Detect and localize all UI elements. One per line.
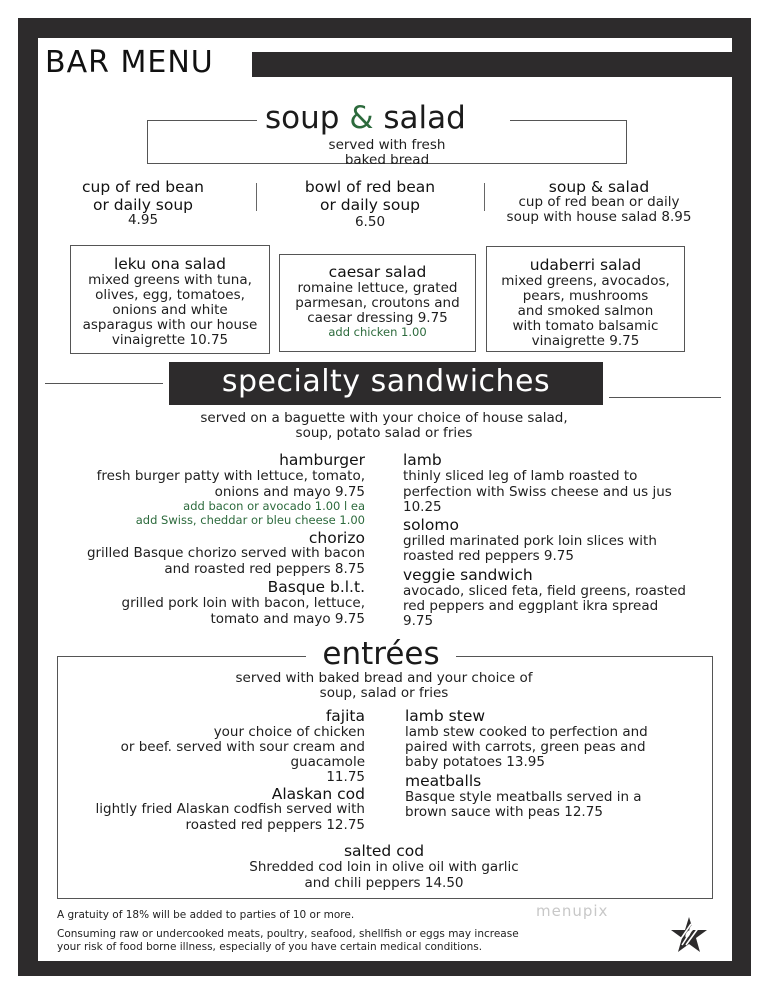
lamb-stew-line-1: lamb stew cooked to perfection and (405, 724, 648, 740)
lamb-stew-name: lamb stew (405, 707, 486, 725)
soup-and-salad-desc-1: cup of red bean or daily (518, 194, 680, 210)
solomo-line-2: roasted red peppers 9.75 (403, 548, 574, 564)
hamburger-addon-2: add Swiss, cheddar or bleu cheese 1.00 (135, 513, 365, 527)
caesar-line-1: romaine lettuce, grated (297, 280, 458, 296)
udaberri-salad-name: udaberri salad (529, 256, 642, 274)
leku-ona-salad-box (70, 245, 270, 354)
udaberri-line-4: with tomato balsamic (512, 318, 659, 334)
udaberri-line-1: mixed greens, avocados, (501, 273, 670, 289)
leku-ona-line-5: vinaigrette 10.75 (111, 332, 229, 348)
fajita-line-4: 11.75 (326, 769, 365, 785)
lamb-line-1: thinly sliced leg of lamb roasted to (403, 468, 638, 484)
salted-cod-line-2: and chili peppers 14.50 (304, 875, 464, 891)
caesar-addon: add chicken 1.00 (328, 325, 427, 339)
caesar-line-3: caesar dressing 9.75 (307, 310, 448, 326)
leku-ona-line-1: mixed greens with tuna, (88, 272, 252, 288)
chorizo-line-1: grilled Basque chorizo served with bacon (86, 545, 365, 561)
soup-and-salad-desc-2: soup with house salad 8.95 (506, 209, 692, 225)
salted-cod-line-1: Shredded cod loin in olive oil with garlic (249, 859, 519, 875)
sandwich-rule-right (609, 397, 721, 398)
cup-red-bean-name-1: cup of red bean (81, 178, 204, 196)
soup-salad-served-line-2: baked bread (344, 152, 430, 168)
soup-salad-served-line-1: served with fresh (328, 137, 446, 153)
fajita-line-1: your choice of chicken (213, 724, 365, 740)
sandwich-served-line-1: served on a baguette with your choice of house salad, (200, 410, 568, 426)
soup-salad-rule-right (510, 120, 627, 121)
entrees-served-line-1: served with baked bread and your choice of (235, 670, 533, 686)
lamb-stew-line-2: paired with carrots, green peas and (405, 739, 646, 755)
health-warning-2: your risk of food borne illness, especially of you have certain medical conditions. (57, 941, 483, 953)
sandwich-title: specialty sandwiches (221, 364, 551, 399)
chorizo-name: chorizo (308, 529, 365, 547)
soup-salad-rule-left (147, 120, 257, 121)
hamburger-line-2: onions and mayo 9.75 (214, 484, 365, 500)
soup-divider-1 (256, 183, 257, 211)
caesar-salad-box (279, 254, 476, 352)
lamb-stew-line-3: baby potatoes 13.95 (405, 754, 545, 770)
solomo-name: solomo (403, 516, 459, 534)
soup-and-salad-name: soup & salad (548, 178, 650, 196)
alaskan-cod-name: Alaskan cod (271, 785, 365, 803)
caesar-line-2: parmesan, croutons and (295, 295, 460, 311)
menupix-watermark: menupix (536, 902, 609, 920)
veggie-sandwich-name: veggie sandwich (403, 566, 533, 584)
hamburger-addon-1: add bacon or avocado 1.00 l ea (183, 499, 365, 513)
soup-salad-title-salad: salad (383, 100, 466, 136)
solomo-line-1: grilled marinated pork loin slices with (403, 533, 657, 549)
sandwich-rule-left (45, 383, 163, 384)
page-title: BAR MENU (45, 45, 214, 80)
leku-ona-line-3: onions and white (112, 302, 228, 318)
hamburger-line-1: fresh burger patty with lettuce, tomato, (96, 468, 365, 484)
udaberri-line-2: pears, mushrooms (522, 288, 649, 304)
caesar-salad-name: caesar salad (328, 263, 427, 281)
soup-salad-title-soup: soup (265, 100, 340, 136)
meatballs-line-2: brown sauce with peas 12.75 (405, 804, 603, 820)
alaskan-cod-line-2: roasted red peppers 12.75 (185, 817, 365, 833)
leku-ona-line-2: olives, egg, tomatoes, (95, 287, 245, 303)
health-warning-1: Consuming raw or undercooked meats, poultry, seafood, shellfish or eggs may increase (57, 928, 519, 940)
udaberri-line-5: vinaigrette 9.75 (531, 333, 640, 349)
veggie-line-2: red peppers and eggplant ikra spread (403, 598, 659, 614)
leku-ona-line-4: asparagus with our house (82, 317, 258, 333)
gratuity-note: A gratuity of 18% will be added to parties of 10 or more. (57, 909, 355, 921)
bowl-red-bean-price: 6.50 (354, 214, 386, 230)
meatballs-line-1: Basque style meatballs served in a (405, 789, 642, 805)
lamb-name: lamb (403, 451, 442, 469)
meatballs-name: meatballs (405, 772, 482, 790)
basque-blt-line-1: grilled pork loin with bacon, lettuce, (121, 595, 365, 611)
sandwich-served-line-2: soup, potato salad or fries (295, 425, 473, 441)
fajita-name: fajita (325, 707, 365, 725)
chorizo-line-2: and roasted red peppers 8.75 (164, 561, 365, 577)
lamb-line-3: 10.25 (403, 499, 442, 515)
fajita-line-3: guacamole (290, 754, 365, 770)
alaskan-cod-line-1: lightly fried Alaskan codfish served with (95, 801, 365, 817)
udaberri-salad-box (486, 246, 685, 352)
title-bar-decoration (252, 52, 732, 77)
entrees-served-line-2: soup, salad or fries (319, 685, 449, 701)
fajita-line-2: or beef. served with sour cream and (120, 739, 365, 755)
star-wheat-logo-icon (668, 915, 710, 955)
basque-blt-name: Basque b.l.t. (267, 578, 365, 596)
hamburger-name: hamburger (279, 451, 365, 469)
udaberri-line-3: and smoked salmon (517, 303, 654, 319)
basque-blt-line-2: tomato and mayo 9.75 (210, 611, 365, 627)
entrees-title: entrées (322, 636, 440, 672)
cup-red-bean-name-2: or daily soup (92, 196, 194, 214)
soup-salad-title (265, 100, 466, 136)
veggie-line-1: avocado, sliced feta, field greens, roasted (403, 583, 686, 599)
lamb-line-2: perfection with Swiss cheese and us jus (403, 484, 672, 500)
bowl-red-bean-name-1: bowl of red bean (304, 178, 436, 196)
bowl-red-bean-name-2: or daily soup (319, 196, 421, 214)
cup-red-bean-price: 4.95 (127, 212, 159, 228)
soup-salad-title-amp: & (349, 100, 374, 136)
veggie-line-3: 9.75 (403, 613, 434, 629)
salted-cod-name: salted cod (343, 842, 425, 860)
leku-ona-salad-name: leku ona salad (113, 255, 227, 273)
